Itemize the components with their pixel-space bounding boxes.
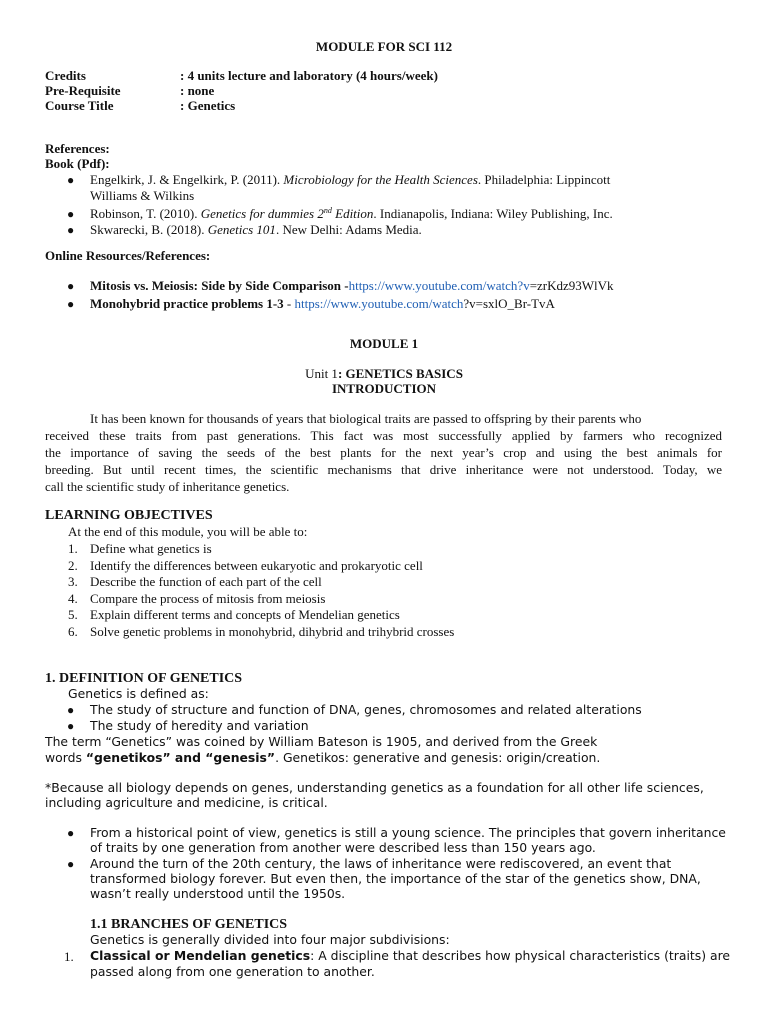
paragraph-line: call the scientific study of inheritance genetics. — [45, 479, 290, 494]
history-item-continued: transformed biology forever. But even then, the importance of the star of the genetics show, DNA, — [90, 871, 701, 886]
objective-text: Solve genetic problems in monohybrid, dihybrid and trihybrid crosses — [90, 624, 455, 639]
branch-item: Classical or Mendelian genetics: A discipline that describes how physical characteristics (traits) are — [90, 948, 731, 963]
bullet-icon: ● — [67, 719, 75, 733]
bullet-icon: ● — [67, 279, 75, 293]
term-origin-line: words “genetikos” and “genesis”. Genetikos: generative and genesis: origin/creation. — [45, 750, 601, 765]
objective-text: Identify the differences between eukaryotic and prokaryotic cell — [90, 558, 423, 573]
objective-text: Define what genetics is — [90, 541, 212, 556]
youtube-link[interactable]: https://www.youtube.com/watch?v — [348, 278, 530, 293]
term-origin-line: The term “Genetics” was coined by William Bateson is 1905, and derived from the Greek — [45, 734, 598, 749]
branch-item-continued: passed along from one generation to another. — [90, 964, 375, 979]
bullet-icon: ● — [67, 703, 75, 717]
course-title-label: Course Title — [45, 98, 114, 113]
module-heading: MODULE 1 — [349, 336, 419, 351]
online-item: Mitosis vs. Meiosis: Side by Side Comparison -https://www.youtube.com/watch?v=zrKdz93WlVk — [90, 278, 614, 293]
objective-number: 1. — [68, 541, 78, 556]
definition-item: The study of heredity and variation — [90, 718, 309, 733]
bullet-icon: ● — [67, 857, 75, 871]
objectives-intro: At the end of this module, you will be able to: — [68, 524, 308, 539]
objective-text: Compare the process of mitosis from meiosis — [90, 591, 326, 606]
history-item: Around the turn of the 20th century, the laws of inheritance were rediscovered, an event that — [90, 856, 672, 871]
history-item: From a historical point of view, genetics is still a young science. The principles that govern inheritance — [90, 825, 726, 840]
branches-heading: 1.1 BRANCHES OF GENETICS — [90, 917, 288, 932]
document-title: MODULE FOR SCI 112 — [315, 39, 453, 54]
objective-number: 6. — [68, 624, 78, 639]
references-heading: References: — [45, 141, 110, 156]
paragraph-line: breeding. But until recent times, the scientific mechanisms that drive inheritance were not understood. Today, we — [45, 462, 722, 477]
introduction-heading: INTRODUCTION — [331, 381, 436, 396]
objective-number: 2. — [68, 558, 78, 573]
credits-value: : 4 units lecture and laboratory (4 hours/week) — [180, 68, 438, 83]
branches-intro: Genetics is generally divided into four major subdivisions: — [90, 932, 450, 947]
paragraph-line: received these traits from past generations. This fact was most successfully applied by farmers who recognized — [45, 428, 722, 443]
bullet-icon: ● — [67, 826, 75, 840]
definition-item: The study of structure and function of DNA, genes, chromosomes and related alterations — [90, 702, 642, 717]
book-item: Engelkirk, J. & Engelkirk, P. (2011). Microbiology for the Health Sciences. Philadelphia: Lippincott — [90, 172, 611, 187]
book-item-continued: Williams & Wilkins — [90, 188, 195, 203]
objective-text: Explain different terms and concepts of Mendelian genetics — [90, 607, 400, 622]
course-title-value: : Genetics — [180, 98, 236, 113]
paragraph-line: the importance of saving the seeds of the best plants for the next year’s crop and using the best animals for — [45, 445, 722, 460]
bullet-icon: ● — [67, 297, 75, 311]
paragraph-line: It has been known for thousands of years that biological traits are passed to offspring by their parents who — [90, 411, 642, 426]
youtube-link[interactable]: https://www.youtube.com/watch — [294, 296, 464, 311]
online-item: Monohybrid practice problems 1-3 - https://www.youtube.com/watch?v=sxlO_Br-TvA — [90, 296, 555, 311]
prerequisite-label: Pre-Requisite — [45, 83, 121, 98]
book-heading: Book (Pdf): — [45, 156, 110, 171]
objective-number: 3. — [68, 574, 78, 589]
learning-objectives-heading: LEARNING OBJECTIVES — [45, 508, 213, 523]
objective-text: Describe the function of each part of the cell — [90, 574, 322, 589]
history-item-continued: of traits by one generation from another were described less than 150 years ago. — [90, 840, 596, 855]
definition-intro: Genetics is defined as: — [68, 686, 209, 701]
bullet-icon: ● — [67, 173, 75, 187]
prerequisite-value: : none — [180, 83, 215, 98]
book-item: Skwarecki, B. (2018). Genetics 101. New Delhi: Adams Media. — [90, 222, 422, 237]
book-item: Robinson, T. (2010). Genetics for dummies 2nd Edition. Indianapolis, Indiana: Wiley Publishing, Inc. — [90, 206, 613, 221]
objective-number: 5. — [68, 607, 78, 622]
note-line: *Because all biology depends on genes, understanding genetics as a foundation for all other life sciences, — [45, 780, 704, 795]
bullet-icon: ● — [67, 223, 75, 237]
history-item-continued: wasn’t really understood until the 1950s. — [90, 886, 346, 901]
branch-number: 1. — [64, 949, 74, 964]
online-resources-heading: Online Resources/References: — [45, 248, 211, 263]
definition-heading: 1. DEFINITION OF GENETICS — [45, 671, 243, 686]
note-line: including agriculture and medicine, is critical. — [45, 795, 328, 810]
credits-label: Credits — [45, 68, 86, 83]
unit-heading: Unit 1: GENETICS BASICS — [305, 366, 463, 381]
objective-number: 4. — [68, 591, 78, 606]
bullet-icon: ● — [67, 207, 75, 221]
